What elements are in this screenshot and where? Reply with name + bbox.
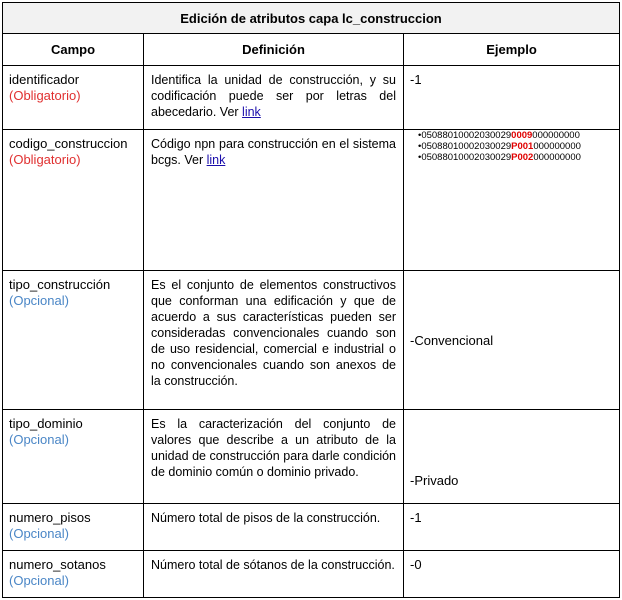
- definition-cell: Número total de pisos de la construcción.: [144, 504, 404, 551]
- code-suffix: 000000000: [533, 141, 581, 152]
- field-name: codigo_construccion: [9, 136, 128, 151]
- header-row: [3, 34, 620, 66]
- table-row: [3, 551, 620, 598]
- definition-cell: Número total de sótanos de la construcción.: [144, 551, 404, 598]
- example-cell: -Privado: [404, 410, 620, 504]
- table-row: [3, 410, 620, 504]
- header-campo: Campo: [3, 34, 144, 66]
- code-suffix: 000000000: [533, 152, 581, 163]
- bullet: •: [418, 130, 422, 141]
- example-cell: -1: [404, 66, 620, 130]
- title-row: [3, 3, 620, 34]
- table-row: [3, 130, 620, 271]
- code-prefix: 05088010002030029: [421, 152, 512, 163]
- field-name-cell: [3, 66, 144, 130]
- optional-label: (Opcional): [9, 526, 69, 541]
- field-name: tipo_dominio: [9, 416, 83, 431]
- required-label: (Obligatorio): [9, 88, 81, 103]
- code-suffix: 000000000: [532, 130, 580, 141]
- definition-link[interactable]: link: [242, 105, 261, 119]
- definition-cell: [144, 130, 404, 271]
- required-label: (Obligatorio): [9, 152, 81, 167]
- code-line: [418, 130, 613, 141]
- example-codes-cell: [404, 130, 620, 271]
- bullet: •: [418, 152, 422, 163]
- table-row: [3, 504, 620, 551]
- optional-label: (Opcional): [9, 432, 69, 447]
- code-highlight: P002: [511, 152, 534, 163]
- code-prefix: 05088010002030029: [421, 141, 512, 152]
- optional-label: (Opcional): [9, 573, 69, 588]
- field-name: identificador: [9, 72, 80, 87]
- code-prefix: 05088010002030029: [421, 130, 512, 141]
- table-row: [3, 66, 620, 130]
- table-title: Edición de atributos capa lc_construccion: [3, 3, 620, 34]
- header-ejemplo: Ejemplo: [404, 34, 620, 66]
- definition-link[interactable]: link: [206, 153, 226, 167]
- code-highlight: P001: [511, 141, 534, 152]
- definition-text: Código npn para construcción en el sistema bcgs. Ver: [151, 137, 396, 167]
- example-cell: -Convencional: [404, 271, 620, 410]
- table-row: [3, 271, 620, 410]
- header-definicion: Definición: [144, 34, 404, 66]
- field-name-cell: [3, 551, 144, 598]
- definition-cell: [144, 66, 404, 130]
- field-name-cell: [3, 410, 144, 504]
- code-line: [418, 141, 613, 152]
- code-highlight: 0009: [511, 130, 533, 141]
- attributes-table: [2, 2, 620, 598]
- bullet: •: [418, 141, 422, 152]
- definition-cell: Es la caracterización del conjunto de valores que describe a un atributo de la unidad de construcción para darle condición de dominio común o dominio privado.: [144, 410, 404, 504]
- code-line: [418, 152, 613, 163]
- example-cell: -0: [404, 551, 620, 598]
- example-cell: -1: [404, 504, 620, 551]
- field-name-cell: [3, 130, 144, 271]
- field-name: tipo_construcción: [9, 277, 111, 292]
- field-name-cell: [3, 504, 144, 551]
- optional-label: (Opcional): [9, 293, 69, 308]
- field-name-cell: [3, 271, 144, 410]
- definition-cell: Es el conjunto de elementos constructivos que conforman una edificación y que de acuerdo a sus características pueden ser consideradas convencionales cuando son de uso residencial, comercial e industrial o no convencionales cuando son anexos de la construcción.: [144, 271, 404, 410]
- definition-text: Identifica la unidad de construcción, y su codificación puede ser por letras del abecedario. Ver: [151, 73, 396, 119]
- field-name: numero_sotanos: [9, 557, 106, 572]
- field-name: numero_pisos: [9, 510, 91, 525]
